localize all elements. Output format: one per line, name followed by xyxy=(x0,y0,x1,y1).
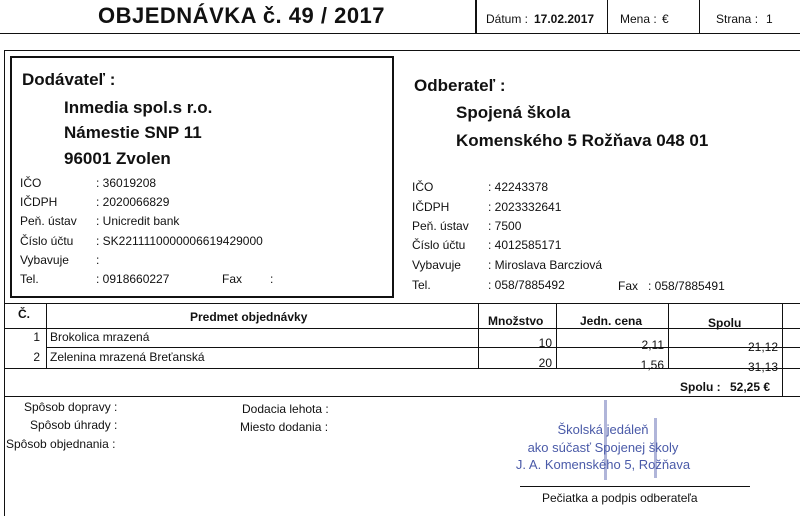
row-number: 2 xyxy=(33,350,40,364)
supplier-field-label: Peň. ústav xyxy=(20,214,77,228)
supplier-field-label: IČO xyxy=(20,176,42,190)
table-col-divider xyxy=(782,303,783,396)
supplier-field-label: Vybavuje xyxy=(20,253,69,267)
customer-field-value: : 2023332641 xyxy=(488,200,562,214)
table-top-line xyxy=(4,303,800,304)
customer-field-label: IČDPH xyxy=(412,200,450,214)
supplier-field-value: : 36019208 xyxy=(96,176,157,190)
signature-line xyxy=(520,486,750,487)
sum-value: 52,25 € xyxy=(730,380,771,394)
stamp-line: Školská jedáleň xyxy=(557,422,649,437)
customer-field-value: : Miroslava Barcziová xyxy=(488,258,603,272)
supplier-street: Námestie SNP 11 xyxy=(64,123,202,142)
row-number: 1 xyxy=(33,330,40,344)
table-header-line xyxy=(4,328,800,329)
supplier-city: 96001 Zvolen xyxy=(64,149,171,168)
stamp-line: J. A. Komenského 5, Rožňava xyxy=(515,457,691,472)
supplier-field-value: : xyxy=(96,253,100,267)
order-method-label: Spôsob objednania : xyxy=(6,437,116,451)
table-col-divider xyxy=(668,303,669,368)
delivery-deadline-label: Dodacia lehota : xyxy=(242,402,329,416)
delivery-place-label: Miesto dodania : xyxy=(240,420,329,434)
customer-field-value: : 058/7885492 xyxy=(488,278,565,292)
sum-label: Spolu : xyxy=(680,380,721,394)
supplier-fax-value: : xyxy=(270,272,274,286)
row-unit-price: 2,11 xyxy=(641,338,664,352)
row-total: 21,12 xyxy=(747,340,778,354)
page-label: Strana : xyxy=(716,12,759,26)
supplier-heading: Dodávateľ : xyxy=(22,70,116,89)
customer-field-label: Tel. xyxy=(412,278,431,292)
transport-label: Spôsob dopravy : xyxy=(24,400,118,414)
column-header: Jedn. cena xyxy=(580,314,643,328)
date-label: Dátum : xyxy=(486,12,529,26)
order-title: OBJEDNÁVKA č. 49 / 2017 xyxy=(98,3,386,28)
currency-label: Mena : xyxy=(620,12,657,26)
row-unit-price: 1,56 xyxy=(640,358,664,372)
column-header: Množstvo xyxy=(488,314,544,328)
supplier-field-label: Číslo účtu xyxy=(20,234,74,248)
customer-field-value: : 42243378 xyxy=(488,180,549,194)
customer-fax-value: : 058/7885491 xyxy=(648,279,725,293)
school-stamp xyxy=(478,396,728,482)
customer-field-label: Číslo účtu xyxy=(412,238,466,252)
supplier-field-value: : SK2211110000006619429000 xyxy=(96,234,263,248)
table-col-divider xyxy=(46,303,47,368)
customer-fax-label: Fax xyxy=(618,279,639,293)
row-quantity: 10 xyxy=(538,336,552,350)
row-item: Zelenina mrazená Breťanská xyxy=(50,350,205,364)
supplier-fax-label: Fax xyxy=(222,272,243,286)
supplier-field-value: : 0918660227 xyxy=(96,272,170,286)
row-quantity: 20 xyxy=(538,356,552,370)
customer-name: Spojená škola xyxy=(456,103,571,122)
column-header: Spolu xyxy=(708,316,742,330)
customer-address: Komenského 5 Rožňava 048 01 xyxy=(456,131,709,150)
page-value: 1 xyxy=(766,12,773,26)
row-item: Brokolica mrazená xyxy=(50,330,150,344)
stamp-line: ako súčasť Spojenej školy xyxy=(527,440,679,455)
payment-label: Spôsob úhrady : xyxy=(30,418,118,432)
customer-field-value: : 7500 xyxy=(488,219,522,233)
supplier-field-label: Tel. xyxy=(20,272,39,286)
date-value: 17.02.2017 xyxy=(534,12,595,26)
supplier-field-value: : Unicredit bank xyxy=(96,214,180,228)
row-total: 31,13 xyxy=(747,360,778,374)
supplier-name: Inmedia spol.s r.o. xyxy=(64,98,213,117)
customer-field-label: Peň. ústav xyxy=(412,219,469,233)
customer-field-value: : 4012585171 xyxy=(488,238,562,252)
supplier-field-label: IČDPH xyxy=(20,195,58,209)
column-header: Predmet objednávky xyxy=(190,310,308,324)
table-col-divider xyxy=(556,303,557,368)
customer-field-label: Vybavuje xyxy=(412,258,461,272)
supplier-field-value: : 2020066829 xyxy=(96,195,170,209)
customer-heading: Odberateľ : xyxy=(414,76,506,95)
currency-value: € xyxy=(662,12,669,26)
customer-field-label: IČO xyxy=(412,180,434,194)
column-header: Č. xyxy=(18,307,30,321)
signature-label: Pečiatka a podpis odberateľa xyxy=(542,491,698,505)
table-col-divider xyxy=(478,303,479,368)
